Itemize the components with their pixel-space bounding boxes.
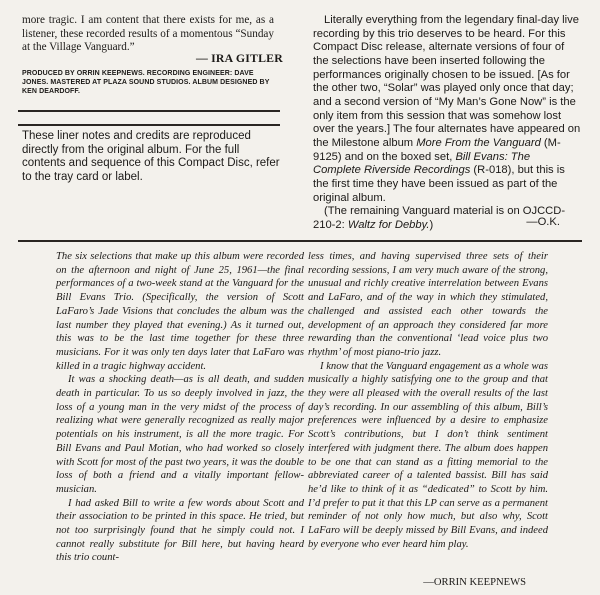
cd-notes-text: ) xyxy=(429,218,434,231)
cd-notes-paragraph xyxy=(313,14,581,205)
ok-byline: —O.K. xyxy=(526,216,560,228)
album-title: More From the Vanguard xyxy=(416,136,541,149)
gitler-quote: more tragic. I am content that there exists for me, as a listener, these recorded results of a momentous “Sunday at the Village Vanguard.” xyxy=(22,14,274,54)
essay-column-left xyxy=(56,250,304,565)
cd-notes-text: (The remaining Vanguard material is on OJCCD-210-2: xyxy=(313,205,566,231)
reproduction-note: These liner notes and credits are reproduced directly from the original album. For the full contents and sequence of this Compact Disc, refer to the tray card or label. xyxy=(22,130,280,183)
production-credits: PRODUCED BY ORRIN KEEPNEWS. RECORDING ENGINEER: DAVE JONES. MASTERED AT PLAZA SOUND STUDIOS. ALBUM DESIGNED BY KEN DEARDOFF. xyxy=(22,70,270,95)
essay-column-right xyxy=(308,250,548,551)
boxset-title: Bill Evans: The Complete Riverside Recordings xyxy=(313,150,531,177)
album-title: Waltz for Debby. xyxy=(347,218,430,231)
divider-rule xyxy=(18,110,280,112)
essay-paragraph: I know that the Vanguard engagement as a whole was musically a highly satisfying one to the group and that they were all pleased with the overall results of the last day’s recording. In our assembling of this album, Bill’s preferences were influenced by a desire to emphasize Scott’s contributions, but I don’t think sentiment interfered with judgment there. The album does happen to be one that can stand as a fitting memorial to the abbreviated career of a talented bassist. Bill has said he’d like to think of it as “dedicated” to Scott by him. I’d prefer to put it that this LP can serve as a permanent reminder of not only how much, but also why, Scott LaFaro will be deeply missed by Bill Evans, and indeed by everyone who ever heard him play. xyxy=(308,360,548,550)
essay-paragraph: I had asked Bill to write a few words about Scott and their association to be printed in this space. He tried, but not too surprisingly found that he simply could not. I cannot really substitute for Bill here, but having heard this trio count- xyxy=(56,497,304,564)
cd-notes-text: (R-018), but this is the first time they have been issued as part of the original album. xyxy=(313,164,565,204)
cd-release-notes xyxy=(313,14,581,233)
cd-notes-text: Literally everything from the legendary final-day live recording by this trio deserves to be heard. For this Compact Disc release, alternate versions of four of the selections have been inserted following the performances originally chosen to be issued. [As for the other two, “Solar” was played only once that day; and a second version of “My Man’s Gone Now” is the only item from this session that was somehow lost over the years.] The four alternates have appeared on the Milestone album xyxy=(313,14,581,149)
essay-paragraph: less times, and having supervised three sets of their recording sessions, I am very much aware of the strong, unusual and richly creative interrelation between Evans and LaFaro, and of the way in which they stimulated, challenged and assisted each other towards the development of an approach they considered far more rewarding than the conventional ‘lead voice plus two rhythm’ of most piano-trio jazz. xyxy=(308,251,548,358)
essay-paragraph: It was a shocking death—as is all death, and sudden death in particular. To us so deeply involved in jazz, the loss of a young man in the very midst of the process of realizing what were generally recognized as really major potentials on his instrument, is all the more tragic. For Bill Evans and Paul Motian, who had worked so closely with Scott for most of the past two years, it was the double loss of both a friend and a vitally important fellow-musician. xyxy=(56,374,304,495)
cd-notes-text: (M-9125) and on the boxed set, xyxy=(313,136,561,163)
gitler-byline: — IRA GITLER xyxy=(196,51,283,65)
essay-paragraph: The six selections that make up this album were recorded on the afternoon and night of June 25, 1961—the final performances of a two-week stand at the Vanguard for the Bill Evans Trio. (Specifically, the version of Scott LaFaro’s Jade Visions that concludes the album was the last number they played that evening.) As it turned out, this was to be the last time together for these three musicians. For it was only ten days later that LaFaro was killed in a tragic highway accident. xyxy=(56,251,304,372)
section-divider xyxy=(18,240,582,242)
divider-rule xyxy=(18,124,280,126)
keepnews-byline: —ORRIN KEEPNEWS xyxy=(423,577,526,588)
